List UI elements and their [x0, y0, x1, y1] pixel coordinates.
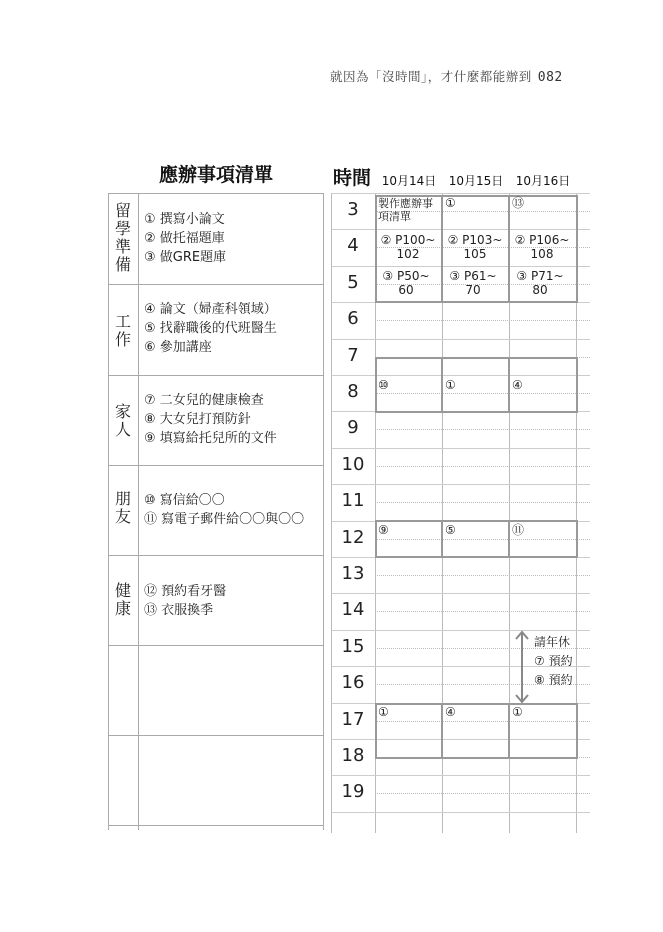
- schedule-block-12: [375, 520, 578, 558]
- grid-half-hour-line: [375, 575, 590, 576]
- task-list: [144, 582, 226, 620]
- grid-hour-line: [331, 630, 590, 631]
- todo-row-work: [108, 284, 324, 375]
- category-label: 留 學 準 備: [114, 201, 131, 274]
- block-divider: [441, 357, 443, 413]
- category-label: 健 康: [114, 581, 131, 618]
- task-item: ⑧ 大女兒打預防針: [144, 412, 251, 427]
- grid-half-hour-line: [375, 429, 590, 430]
- hour-label: 11: [341, 490, 365, 511]
- todo-row-study: [108, 193, 324, 284]
- todo-row-empty: [108, 735, 324, 826]
- running-header: [330, 67, 563, 85]
- hour-label: 13: [341, 563, 365, 584]
- task-list: [144, 300, 277, 357]
- cell-d3-12: ⑪: [512, 523, 525, 537]
- grid-half-hour-line: [375, 611, 590, 612]
- page-number: 082: [537, 70, 563, 85]
- block-divider: [441, 703, 443, 759]
- task-item: ① 撰寫小論文: [144, 212, 225, 227]
- task-item: ⑥ 參加講座: [144, 340, 212, 355]
- hour-label: 4: [347, 235, 359, 256]
- running-title: 就因為「沒時間」，才什麼都能辦到: [330, 69, 532, 84]
- cell-d3-4: ② P106~ 108: [514, 233, 570, 261]
- category-label: 朋 友: [114, 489, 131, 526]
- todo-row-friends: [108, 465, 324, 556]
- grid-half-hour-line: [375, 320, 590, 321]
- cell-d1-4: ② P100~ 102: [380, 233, 436, 261]
- hour-label: 7: [347, 345, 359, 366]
- grid-hour-line: [331, 339, 590, 340]
- task-list: [144, 210, 226, 267]
- block-divider: [441, 520, 443, 558]
- grid-hour-line: [331, 193, 590, 194]
- grid-hour-line: [331, 812, 590, 813]
- task-item: ⑩ 寫信給〇〇: [144, 493, 225, 508]
- todo-row-family: [108, 375, 324, 466]
- hour-label: 19: [341, 781, 365, 802]
- task-list: [144, 391, 277, 448]
- double-arrow-icon: [514, 629, 530, 705]
- cell-d2-3: ①: [445, 196, 456, 210]
- hour-label: 12: [341, 527, 365, 548]
- date-header: 10月15日: [448, 174, 504, 188]
- todo-list-title: 應辦事項清單: [158, 164, 273, 186]
- grid-half-hour-line: [375, 466, 590, 467]
- category-label: 工 作: [114, 312, 131, 349]
- note-line: 請年休: [534, 635, 571, 649]
- hour-label: 6: [347, 308, 359, 329]
- task-item: ⑦ 二女兒的健康檢查: [144, 393, 264, 408]
- grid-hour-line: [331, 775, 590, 776]
- grid-hour-line: [331, 484, 590, 485]
- grid-hour-line: [331, 593, 590, 594]
- cell-d3-3: ⑬: [512, 196, 525, 210]
- hour-label: 5: [347, 272, 359, 293]
- note-line: ⑦ 預約: [534, 654, 573, 668]
- todo-table-bottom: [108, 825, 324, 827]
- task-item: ④ 論文（婦產科領域）: [144, 302, 277, 317]
- cell-d3-17: ①: [512, 705, 523, 719]
- hour-label: 15: [341, 636, 365, 657]
- grid-half-hour-line: [375, 793, 590, 794]
- cell-d2-12: ⑤: [445, 523, 456, 537]
- task-item: ⑨ 填寫給托兒所的文件: [144, 431, 277, 446]
- task-item: ⑤ 找辭職後的代班醫生: [144, 321, 277, 336]
- hour-label: 18: [341, 745, 365, 766]
- cell-d3-5: ③ P71~ 80: [516, 269, 564, 297]
- cell-d1-3: 製作應辦事 項清單: [378, 197, 433, 223]
- hour-label: 10: [341, 454, 365, 475]
- cell-d1-17: ①: [378, 705, 389, 719]
- hour-label: 17: [341, 709, 365, 730]
- task-item: ③ 做GRE題庫: [144, 250, 227, 265]
- cell-d2-4: ② P103~ 105: [447, 233, 503, 261]
- time-column-title: 時間: [333, 167, 372, 189]
- cell-d1-12: ⑨: [378, 523, 389, 537]
- hour-label: 16: [341, 672, 365, 693]
- task-list: [144, 491, 304, 529]
- cell-d2-17: ④: [445, 705, 456, 719]
- hour-label: 3: [347, 199, 359, 220]
- date-header: 10月16日: [515, 174, 571, 188]
- grid-hour-line: [331, 448, 590, 449]
- cell-d2-8: ①: [445, 378, 456, 392]
- cell-d1-5: ③ P50~ 60: [382, 269, 430, 297]
- block-divider: [508, 520, 510, 558]
- hour-label: 14: [341, 599, 365, 620]
- schedule-block-17: [375, 703, 578, 759]
- note-line: ⑧ 預約: [534, 673, 573, 687]
- date-header: 10月14日: [381, 174, 437, 188]
- task-item: ⑬ 衣服換季: [144, 603, 214, 618]
- schedule-grid: [331, 193, 590, 833]
- category-label: 家 人: [114, 402, 131, 439]
- todo-row-empty: [108, 645, 324, 736]
- task-item: ⑫ 預約看牙醫: [144, 584, 227, 599]
- task-item: ⑪ 寫電子郵件給〇〇與〇〇: [144, 512, 305, 527]
- todo-row-health: [108, 555, 324, 646]
- block-divider: [508, 357, 510, 413]
- schedule-block-8: [375, 357, 578, 413]
- vacation-note: [534, 633, 573, 690]
- grid-half-hour-line: [375, 502, 590, 503]
- task-item: ② 做托福題庫: [144, 231, 225, 246]
- cell-d3-8: ④: [512, 378, 523, 392]
- hour-label: 8: [347, 381, 359, 402]
- cell-d2-5: ③ P61~ 70: [449, 269, 497, 297]
- hour-label: 9: [347, 417, 359, 438]
- block-divider: [508, 703, 510, 759]
- todo-list-table: [108, 193, 324, 830]
- cell-d1-8: ⑩: [378, 378, 389, 392]
